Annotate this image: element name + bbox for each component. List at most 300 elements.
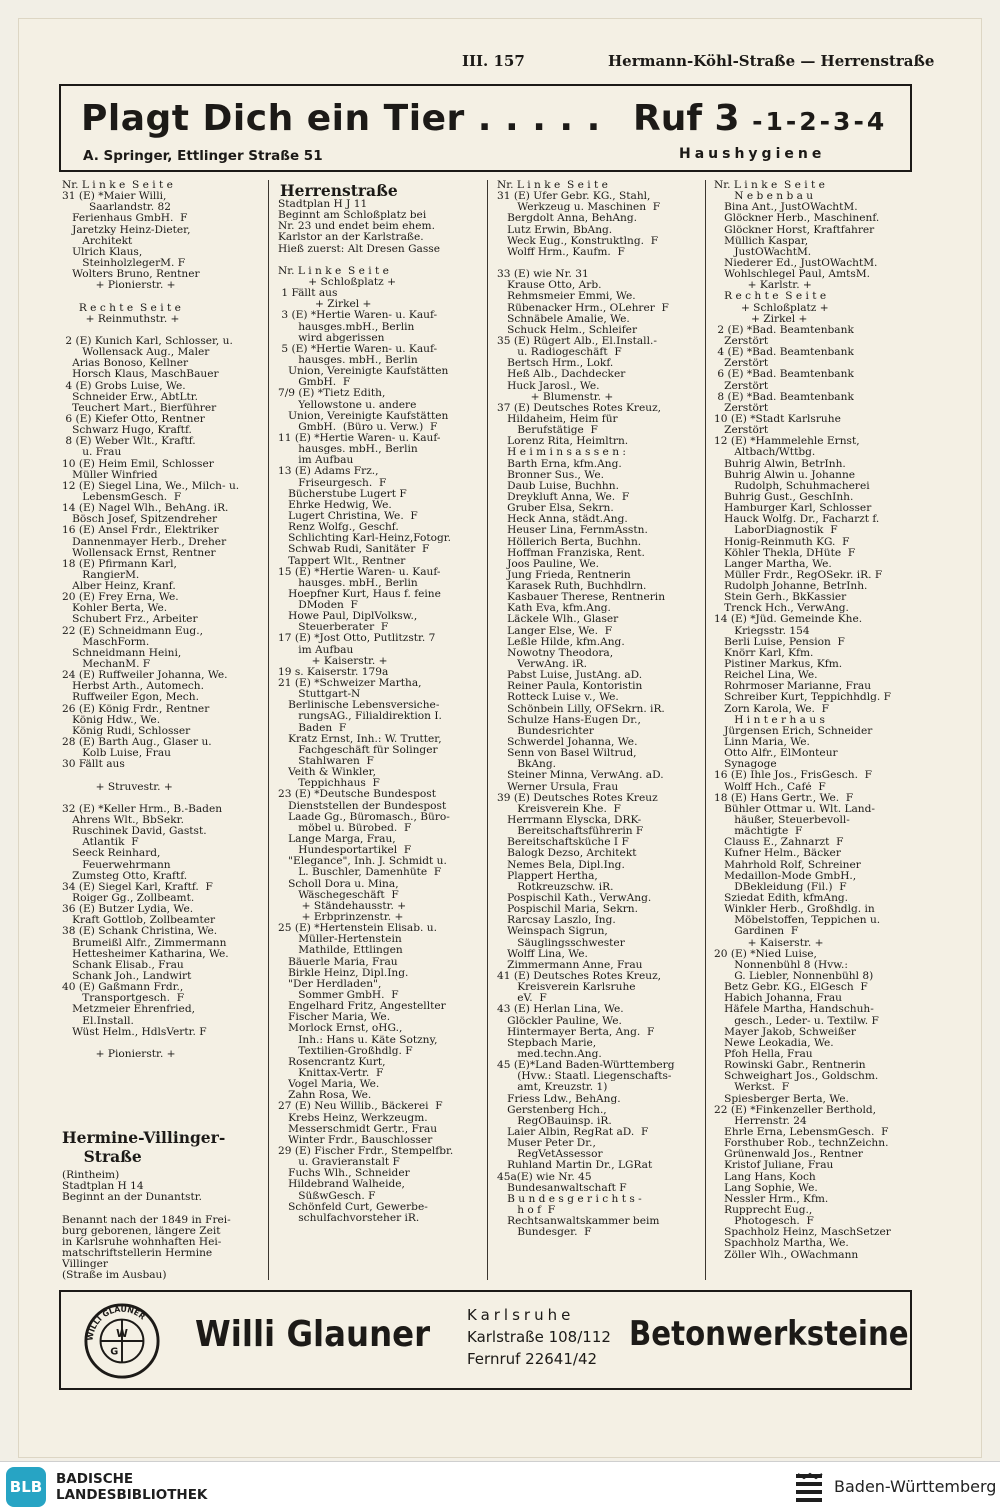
page-number: III. 157	[462, 52, 525, 70]
directory-line: Zumsteg Otto, Kraftf.	[62, 870, 188, 882]
directory-line: Dannenmayer Herb., Dreher	[62, 536, 227, 548]
directory-line: Grünenwald Jos., Rentner	[714, 1149, 863, 1161]
directory-line: Rübenacker Hrm., OLehrer F	[497, 302, 669, 314]
directory-line: Rowinski Gabr., Rentnerin	[714, 1060, 866, 1072]
directory-line: 21 (E) *Schweizer Martha,	[278, 678, 422, 690]
directory-line: 10 (E) Heim Emil, Schlosser	[62, 458, 214, 470]
directory-line: 19 s. Kaiserstr. 179a	[278, 666, 389, 678]
directory-line: Berli Luise, Pension F	[714, 636, 845, 648]
directory-line: Winkler Herb., Großhdlg. in	[714, 904, 875, 916]
directory-line	[278, 255, 492, 266]
directory-line: Höllerich Berta, Buchhn.	[497, 536, 642, 548]
directory-line: Reichel Lina, We.	[714, 670, 818, 682]
directory-line: Knittax-Vertr. F	[278, 1067, 384, 1079]
directory-line: Muser Peter Dr.,	[497, 1138, 596, 1150]
directory-line: Plappert Hertha,	[497, 870, 598, 882]
directory-line: 20 (E) *Nied Luise,	[714, 948, 817, 960]
directory-line: Hoepfner Kurt, Haus f. feine	[278, 588, 441, 600]
directory-line: Lutz Erwin, BbAng.	[497, 224, 613, 236]
directory-line: eV. F	[497, 993, 547, 1005]
directory-line: Veith & Winkler,	[278, 767, 376, 779]
directory-line: Möbelstoffen, Teppichen u.	[714, 915, 881, 927]
directory-line: Pospischil Kath., VerwAng.	[497, 893, 652, 904]
directory-line: 2 (E) *Bad. Beamtenbank	[714, 324, 854, 336]
directory-line	[62, 1038, 276, 1049]
directory-line: Jaretzky Heinz-Dieter,	[62, 224, 191, 236]
directory-line: Gardinen F	[714, 926, 799, 938]
directory-line: Schubert Frz., Arbeiter	[62, 614, 198, 626]
directory-line: Metzmeier Ehrenfried,	[62, 1004, 195, 1016]
directory-line: R e c h t e S e i t e	[714, 291, 827, 303]
directory-line: matschriftstellerin Hermine	[62, 1247, 213, 1259]
page-header	[0, 34, 1000, 70]
directory-line: hausges. mbH., Berlin	[278, 577, 418, 589]
street-heading-herrenstrasse: Herrenstraße	[280, 181, 398, 200]
directory-line: Altbach/Wttbg.	[714, 447, 816, 459]
directory-line: Hieß zuerst: Alt Dresen Gasse	[278, 243, 441, 255]
directory-line: Fuchs Wlh., Schneider	[278, 1168, 410, 1180]
directory-line: Bereitschaftsführerin F	[497, 826, 644, 838]
directory-line: Wolff Lina, We.	[497, 948, 588, 960]
directory-line: Hamburger Karl, Schlosser	[714, 503, 872, 515]
directory-line: hausges. mbH., Berlin	[278, 354, 418, 366]
directory-line: Villinger	[62, 1259, 108, 1271]
directory-line: 16 (E) Ansel Frdr., Elektriker	[62, 525, 219, 537]
directory-line: Zerstört	[714, 380, 769, 392]
directory-line: Karlstor an der Karlstraße.	[278, 232, 424, 244]
directory-line: Stadtplan H 14	[62, 1181, 144, 1193]
directory-line: Niederer Ed., JustOWachtM.	[714, 257, 878, 269]
directory-line: Bina Ant., JustOWachtM.	[714, 202, 858, 214]
directory-line: + Pionierstr. +	[62, 1048, 176, 1060]
directory-line: LebensmGesch. F	[62, 491, 182, 503]
directory-line: Rudolph Johanne, BetrInh.	[714, 581, 868, 593]
directory-line: Spiesberger Berta, We.	[714, 1093, 849, 1105]
directory-line: mächtigte F	[714, 826, 803, 838]
directory-line: Steiner Minna, VerwAng. aD.	[497, 770, 664, 782]
directory-line: Bereitschaftsküche I F	[497, 837, 629, 849]
directory-line: Heuser Lina, FernmAsstn.	[497, 525, 648, 537]
directory-line: 1 Fällt aus	[278, 288, 338, 300]
directory-line: rungsAG., Filialdirektion I.	[278, 711, 442, 723]
directory-line: u. Gravieranstalt F	[278, 1157, 400, 1169]
directory-line: 40 (E) Gaßmann Frdr.,	[62, 982, 184, 994]
directory-line: Tappert Wlt., Rentner	[278, 555, 406, 567]
directory-line: RegOBauinsp. iR.	[497, 1115, 612, 1127]
directory-line: Rohrmoser Marianne, Frau	[714, 681, 872, 693]
directory-line: Glöckler Pauline, We.	[497, 1015, 622, 1027]
directory-line: + Kaiserstr. +	[714, 937, 824, 949]
directory-line: Nonnenbühl 8 (Hvw.:	[714, 959, 848, 971]
ad-headline: Plagt Dich ein Tier . . . . .	[81, 98, 601, 139]
directory-line: 36 (E) Butzer Lydia, We.	[62, 904, 194, 916]
directory-line: Hildebrand Walheide,	[278, 1179, 405, 1191]
directory-line: 14 (E) Nagel Wlh., BehAng. iR.	[62, 503, 229, 515]
directory-line: Jung Frieda, Rentnerin	[497, 569, 631, 581]
directory-line: Hauck Wolfg. Dr., Facharzt f.	[714, 514, 880, 526]
state-lions-icon	[792, 1470, 826, 1504]
directory-line: Synagoge	[714, 759, 777, 771]
directory-line: Engelhard Fritz, Angestellter	[278, 1001, 446, 1013]
directory-line: Pospischil Maria, Sekrn.	[497, 904, 638, 916]
directory-line: 27 (E) Neu Willib., Bäckerei F	[278, 1101, 443, 1113]
directory-line: Kohler Berta, We.	[62, 603, 168, 615]
directory-line: Kreisverein Khe. F	[497, 803, 621, 815]
directory-line: Gerstenberg Hch.,	[497, 1104, 607, 1116]
directory-line: Hildaheim, Heim für	[497, 413, 618, 425]
directory-line: 22 (E) Schneidmann Eug.,	[62, 625, 203, 637]
directory-line: Lang Hans, Koch	[714, 1171, 816, 1183]
directory-line: Langer Else, We. F	[497, 625, 613, 637]
directory-line: 15 (E) *Hertie Waren- u. Kauf-	[278, 566, 441, 578]
directory-line: + Ständehausstr. +	[278, 900, 407, 912]
directory-line: 6 (E) *Bad. Beamtenbank	[714, 369, 854, 381]
directory-line: 3 (E) *Hertie Waren- u. Kauf-	[278, 310, 438, 322]
directory-line: Schwerdel Johanna, We.	[497, 737, 638, 749]
directory-line: Union, Vereinigte Kaufstätten	[278, 366, 449, 378]
directory-line: u. Frau	[62, 447, 122, 459]
company-street: Karlstraße 108/112	[467, 1328, 611, 1346]
directory-line	[62, 291, 276, 302]
directory-line: 10 (E) *Stadt Karlsruhe	[714, 413, 841, 425]
directory-line: Morlock Ernst, oHG.,	[278, 1023, 403, 1035]
directory-line: JustOWachtM.	[714, 246, 812, 258]
directory-line: 35 (E) Rügert Alb., El.Install.-	[497, 335, 657, 347]
directory-line: 18 (E) Hans Gertr., We. F	[714, 792, 854, 804]
directory-line: Friess Ldw., BehAng.	[497, 1093, 621, 1105]
directory-line: 38 (E) Schank Christina, We.	[62, 926, 218, 938]
directory-line: Läckele Wlh., Glaser	[497, 614, 619, 626]
directory-line: 45 (E)*Land Baden-Württemberg	[497, 1060, 675, 1072]
ad-phone-digits: -1-2-3-4	[752, 107, 888, 136]
directory-line: König Rudi, Schlosser	[62, 725, 191, 737]
column-4	[714, 180, 928, 1261]
ad-phone-number	[633, 98, 887, 139]
directory-line: 23 (E) *Deutsche Bundespost	[278, 789, 436, 801]
directory-line: Stepbach Marie,	[497, 1037, 597, 1049]
directory-line: Fachgeschäft für Solinger	[278, 744, 438, 756]
directory-line: Beginnt am Schloßplatz bei	[278, 210, 427, 222]
directory-line: + Schloßplatz +	[278, 276, 396, 288]
directory-line: Nessler Hrm., Kfm.	[714, 1193, 829, 1205]
directory-line: Rotkreuzschw. iR.	[497, 881, 614, 893]
directory-line: Nr. L i n k e S e i t e	[278, 265, 389, 277]
directory-line: Sommer GmbH. F	[278, 989, 399, 1001]
ad-phone-prefix: Ruf 3	[633, 98, 740, 139]
directory-line: Baden F	[278, 722, 347, 734]
directory-line: Fischer Maria, We.	[278, 1012, 391, 1024]
directory-line: 20 (E) Frey Erna, We.	[62, 592, 179, 604]
directory-line: Köhler Thekla, DHüte F	[714, 547, 856, 559]
directory-line: Buhrig Alwin u. Johanne	[714, 469, 856, 481]
directory-line: Wäschegeschäft F	[278, 889, 399, 901]
directory-line: 34 (E) Siegel Karl, Kraftf. F	[62, 881, 213, 893]
directory-line: "Der Herdladen",	[278, 978, 382, 990]
directory-line: Daub Luise, Buchhn.	[497, 480, 619, 492]
directory-line: wird abgerissen	[278, 332, 385, 344]
directory-line: RegVetAssessor	[497, 1149, 603, 1161]
directory-line: Heß Alb., Dachdecker	[497, 369, 626, 381]
directory-line: Schank Joh., Landwirt	[62, 970, 192, 982]
directory-line: N e b e n b a u	[714, 191, 814, 203]
directory-line: burg geborenen, längere Zeit	[62, 1225, 221, 1237]
column-1	[62, 180, 276, 1060]
company-phone: Fernruf 22641/42	[467, 1350, 598, 1368]
directory-line: 25 (E) *Hertenstein Elisab. u.	[278, 923, 437, 935]
directory-line: R e c h t e S e i t e	[62, 302, 181, 314]
directory-line: L. Buschler, Damenhüte F	[278, 867, 442, 879]
directory-line: Krebs Heinz, Werkzeugm.	[278, 1112, 428, 1124]
directory-line: Schönbein Lilly, OFSekrn. iR.	[497, 703, 665, 715]
directory-line: Bergdolt Anna, BehAng.	[497, 213, 638, 225]
directory-line: Bühler Ottmar u. Wlt. Land-	[714, 803, 875, 815]
directory-line: Hettesheimer Katharina, We.	[62, 948, 229, 960]
directory-line: Senn von Basel Wiltrud,	[497, 748, 637, 760]
directory-line: Birkle Heinz, Dipl.Ing.	[278, 967, 409, 979]
directory-line: Medaillon-Mode GmbH.,	[714, 870, 857, 882]
street-range: Hermann-Köhl-Straße — Herrenstraße	[608, 52, 935, 70]
directory-line: 33 (E) wie Nr. 31	[497, 269, 589, 281]
directory-line: Transportgesch. F	[62, 993, 185, 1005]
directory-line: Reiner Paula, Kontoristin	[497, 681, 643, 693]
directory-line: "Elegance", Inh. J. Schmidt u.	[278, 856, 447, 868]
directory-line: BkAng.	[497, 759, 557, 771]
directory-line: Kufner Helm., Bäcker	[714, 848, 841, 860]
blb-logo-icon[interactable]: BLB	[6, 1467, 46, 1507]
directory-line: 8 (E) *Bad. Beamtenbank	[714, 391, 854, 403]
directory-line: Buhrig Alwin, BetrInh.	[714, 458, 846, 470]
directory-line: 17 (E) *Jost Otto, Putlitzstr. 7	[278, 633, 436, 645]
directory-line: + Pionierstr. +	[62, 280, 176, 292]
directory-line: 45a(E) wie Nr. 45	[497, 1171, 592, 1183]
directory-line: Textilien-Großhdlg. F	[278, 1045, 413, 1057]
directory-line: Spachholz Heinz, MaschSetzer	[714, 1227, 891, 1239]
directory-line: häußer, Steuerbevoll-	[714, 815, 850, 827]
directory-line: Säuglingsschwester	[497, 937, 625, 949]
directory-line: Vogel Maria, We.	[278, 1079, 380, 1091]
directory-line: Barth Erna, kfm.Ang.	[497, 458, 622, 470]
directory-line: Teppichhaus F	[278, 778, 380, 790]
directory-line: in Karlsruhe wohnhaften Hei-	[62, 1236, 222, 1248]
directory-line: Stuttgart-N	[278, 689, 361, 701]
directory-line: 41 (E) Deutsches Rotes Kreuz,	[497, 970, 662, 982]
directory-line: DModen F	[278, 600, 358, 612]
directory-line: Stein Gerh., BkKassier	[714, 592, 847, 604]
directory-line: Stahlwaren F	[278, 756, 374, 768]
directory-line: H i n t e r h a u s	[714, 714, 825, 726]
directory-line: amt, Kreuzstr. 1)	[497, 1082, 608, 1094]
directory-line: SüßwGesch. F	[278, 1190, 376, 1202]
directory-line: Rotteck Luise v., We.	[497, 692, 619, 704]
directory-line: (Straße im Ausbau)	[62, 1270, 167, 1282]
directory-line: Balogk Dezso, Architekt	[497, 848, 637, 860]
directory-line: Ruffweiler Egon, Mech.	[62, 692, 199, 704]
directory-line: Wüst Helm., HdlsVertr. F	[62, 1026, 207, 1038]
library-name[interactable]	[56, 1471, 207, 1503]
directory-line: Berlinische Lebensversiche-	[278, 700, 440, 712]
directory-line: Werner Ursula, Frau	[497, 781, 619, 793]
directory-line: 8 (E) Weber Wlt., Kraftf.	[62, 436, 196, 448]
directory-line: + Struvestr. +	[62, 781, 173, 793]
directory-line: Lang Sophie, We.	[714, 1182, 818, 1194]
directory-line: Zerstört	[714, 425, 769, 437]
directory-line: Weinspach Sigrun,	[497, 926, 608, 938]
directory-line: 24 (E) Ruffweiler Johanna, We.	[62, 670, 228, 682]
directory-line: VerwAng. iR.	[497, 659, 588, 671]
directory-line: Kasbauer Therese, Rentnerin	[497, 592, 666, 604]
directory-line: schulfachvorsteher iR.	[278, 1212, 420, 1224]
directory-line: Otto Alfr., ElMonteur	[714, 748, 838, 760]
directory-line: Brumeißl Alfr., Zimmermann	[62, 937, 227, 949]
directory-line	[62, 325, 276, 336]
directory-line: 32 (E) *Keller Hrm., B.-Baden	[62, 803, 223, 815]
directory-line: Schönfeld Curt, Gewerbe-	[278, 1201, 428, 1213]
column-2	[278, 199, 492, 1224]
directory-line: Müller Frdr., RegOSekr. iR. F	[714, 569, 883, 581]
directory-line: Lugert Christina, We. F	[278, 510, 418, 522]
directory-line: H e i m i n s a s s e n :	[497, 447, 626, 459]
svg-text:WILLI GLAUNER: WILLI GLAUNER	[85, 1304, 147, 1342]
directory-line: Forsthuber Rob., technZeichn.	[714, 1138, 889, 1150]
directory-line: Steuerberater F	[278, 622, 389, 634]
state-name[interactable]: Baden-Württemberg	[834, 1477, 997, 1496]
directory-line: Mahrhold Rolf, Schreiner	[714, 859, 861, 871]
directory-line: Zahn Rosa, We.	[278, 1090, 372, 1102]
directory-line	[62, 770, 276, 781]
directory-line: 18 (E) Pfirmann Karl,	[62, 558, 177, 570]
directory-line: Nowotny Theodora,	[497, 647, 614, 659]
directory-line: Huck Jarosl., We.	[497, 380, 600, 392]
directory-line: Arias Bonoso, Kellner	[62, 358, 189, 370]
directory-line: RangierM.	[62, 569, 140, 581]
directory-line: Laade Gg., Büromasch., Büro-	[278, 811, 450, 823]
glauner-logo-icon	[83, 1302, 161, 1380]
company-name: Willi Glauner	[195, 1314, 431, 1355]
directory-line: 29 (E) Fischer Frdr., Stempelfbr.	[278, 1145, 454, 1157]
directory-line: 14 (E) *Jüd. Gemeinde Khe.	[714, 614, 863, 626]
directory-line: Habich Johanna, Frau	[714, 993, 842, 1005]
directory-line: Winter Frdr., Bauschlosser	[278, 1134, 433, 1146]
directory-line: Rehmsmeier Emmi, We.	[497, 291, 636, 303]
directory-line: Bundesger. F	[497, 1227, 592, 1239]
directory-line: Kath Eva, kfm.Ang.	[497, 603, 611, 615]
directory-line: 5 (E) *Hertie Waren- u. Kauf-	[278, 343, 438, 355]
directory-line: Zerstört	[714, 358, 769, 370]
directory-line: Friseurgesch. F	[278, 477, 387, 489]
directory-line: MechanM. F	[62, 659, 151, 671]
directory-line: + Zirkel +	[278, 299, 372, 311]
directory-line: Rosencrantz Kurt,	[278, 1056, 386, 1068]
directory-line: u. Radiogeschäft F	[497, 347, 622, 359]
directory-line: Roiger Gg., Zollbeamt.	[62, 893, 195, 904]
directory-line: Nr. L i n k e S e i t e	[62, 180, 173, 191]
directory-line: Feuerwehrmann	[62, 859, 171, 871]
directory-line: Schank Elisab., Frau	[62, 959, 184, 971]
directory-line: Alber Heinz, Kranf.	[62, 581, 176, 593]
directory-line: gesch., Leder- u. Textilw. F	[714, 1015, 879, 1027]
directory-line: Herbst Arth., Automech.	[62, 681, 204, 693]
directory-line: 7/9 (E) *Tietz Edith,	[278, 388, 386, 400]
directory-line: 13 (E) Adams Frz.,	[278, 466, 379, 478]
directory-line: 26 (E) König Frdr., Rentner	[62, 703, 210, 715]
directory-line: Kreisverein Karlsruhe	[497, 982, 636, 994]
directory-line: 12 (E) Siegel Lina, We., Milch- u.	[62, 480, 240, 492]
directory-line: Betz Gebr. KG., ElGesch F	[714, 982, 868, 994]
directory-line: Ruschinek David, Gastst.	[62, 826, 207, 838]
directory-line: GmbH. F	[278, 377, 351, 389]
directory-line: Kristof Juliane, Frau	[714, 1160, 834, 1172]
directory-line: Dienststellen der Bundespost	[278, 800, 447, 812]
directory-line: Bundesrichter	[497, 725, 594, 737]
directory-line: 43 (E) Herlan Lina, We.	[497, 1004, 624, 1016]
directory-line: Schuck Helm., Schleifer	[497, 324, 638, 336]
directory-line: Häfele Martha, Handschuh-	[714, 1004, 874, 1016]
directory-line: Teuchert Mart., Bierführer	[62, 402, 217, 414]
directory-line: Gruber Elsa, Sekrn.	[497, 503, 614, 515]
directory-line: Honig-Reinmuth KG. F	[714, 536, 850, 548]
directory-line: 6 (E) Kiefer Otto, Rentner	[62, 413, 205, 425]
directory-line: Wolff Hch., Café F	[714, 781, 826, 793]
directory-line: Hintermayer Berta, Ang. F	[497, 1026, 655, 1038]
directory-line	[62, 793, 276, 804]
directory-line: 4 (E) Grobs Luise, We.	[62, 380, 186, 392]
directory-line: El.Install.	[62, 1015, 134, 1027]
directory-line: 22 (E) *Finkenzeller Berthold,	[714, 1104, 877, 1116]
directory-line: Schneider Erw., AbtLtr.	[62, 391, 199, 403]
directory-line: h o f F	[497, 1204, 556, 1216]
directory-line: Schweighart Jos., Goldschm.	[714, 1071, 879, 1083]
directory-line: Zorn Karola, We. F	[714, 703, 829, 715]
directory-line: Howe Paul, DiplVolksw.,	[278, 611, 418, 623]
directory-line: Zimmermann Anne, Frau	[497, 959, 643, 971]
directory-line: + Schloßplatz +	[714, 302, 829, 314]
directory-line: + Erbprinzenstr. +	[278, 912, 404, 923]
directory-line: 28 (E) Barth Aug., Glaser u.	[62, 737, 212, 749]
directory-line: Ruhland Martin Dr., LGRat	[497, 1160, 653, 1172]
directory-line: Müllich Kaspar,	[714, 235, 809, 247]
directory-line: Seeck Reinhard,	[62, 848, 161, 860]
directory-line: Wolff Hrm., Kaufm. F	[497, 246, 625, 258]
directory-line: Ehrke Hedwig, We.	[278, 499, 392, 511]
directory-line: Stadtplan H J 11	[278, 199, 368, 210]
directory-line: Nemes Bela, Dipl.Ing.	[497, 859, 625, 871]
directory-line: Leßle Hilde, kfm.Ang.	[497, 636, 625, 648]
directory-line: Lange Marga, Frau,	[278, 834, 396, 846]
directory-line: + Karlstr. +	[714, 280, 812, 292]
directory-line: Schreiber Kurt, Teppichhdlg. F	[714, 692, 891, 704]
directory-line: Benannt nach der 1849 in Frei-	[62, 1214, 231, 1226]
directory-line: Wollensack Aug., Maler	[62, 347, 210, 359]
directory-line: Schneidmann Heini,	[62, 647, 182, 659]
directory-line: 12 (E) *Hammelehle Ernst,	[714, 436, 860, 448]
directory-line: Rudolph, Schuhmacherei	[714, 480, 870, 492]
directory-line: Pfoh Hella, Frau	[714, 1048, 813, 1060]
directory-line: + Kaiserstr. +	[278, 655, 388, 667]
directory-line: Zerstört	[714, 402, 769, 414]
directory-line: Herrmann Elyscka, DRK-	[497, 815, 642, 827]
directory-line: Atlantik F	[62, 837, 139, 849]
library-footer-bar	[0, 1461, 1000, 1511]
directory-line: Clauss E., Zahnarzt F	[714, 837, 844, 849]
directory-line: Schlichting Karl-Heinz,Fotogr.	[278, 533, 452, 545]
directory-line: Rupprecht Eug.,	[714, 1204, 813, 1216]
directory-line: Glöckner Horst, Kraftfahrer	[714, 224, 875, 236]
directory-line: Nr. L i n k e S e i t e	[497, 180, 608, 191]
directory-line: Kolb Luise, Frau	[62, 748, 171, 760]
directory-line: 31 (E) Ufer Gebr. KG., Stahl,	[497, 191, 651, 203]
street-heading-hermine-villinger: Hermine-Villinger- Straße	[62, 1128, 226, 1166]
ad-company: A. Springer, Ettlinger Straße 51	[83, 148, 323, 164]
